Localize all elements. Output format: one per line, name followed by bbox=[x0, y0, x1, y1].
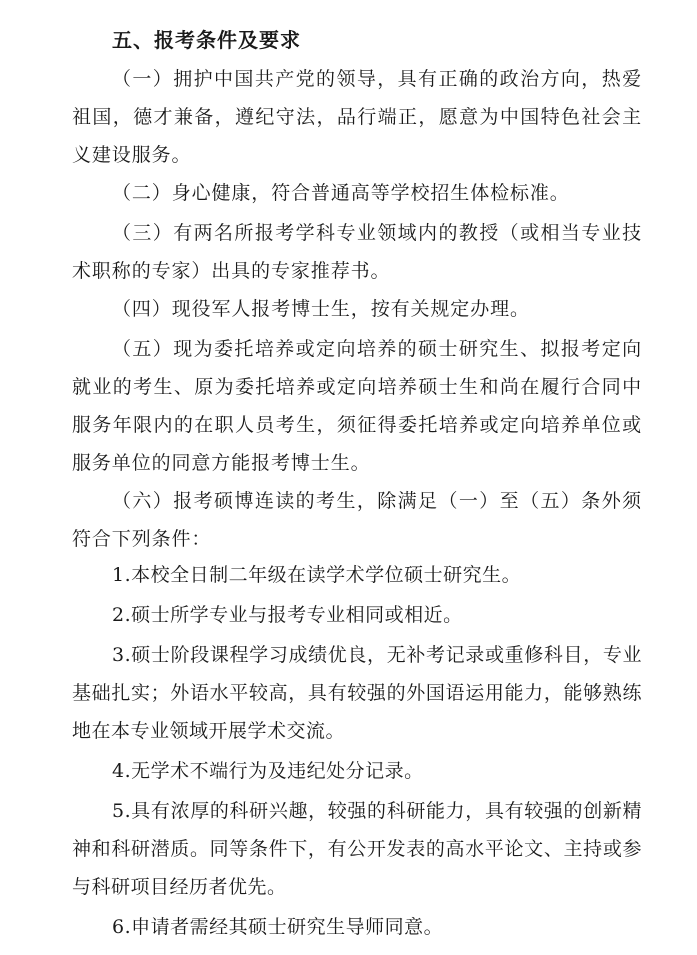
condition-4: （四）现役军人报考博士生，按有关规定办理。 bbox=[112, 298, 530, 320]
condition-1: （一）拥护中国共产党的领导，具有正确的政治方向，热爱祖国，德才兼备，遵纪守法，品行端正，愿意为中国特色社会主义建设服务。 bbox=[72, 68, 642, 166]
section-heading: 五、报考条件及要求 bbox=[112, 28, 301, 52]
sub-item-6: 6.申请者需经其硕士研究生导师同意。 bbox=[112, 916, 444, 938]
sub-item-2: 2.硕士所学专业与报考专业相同或相近。 bbox=[112, 604, 463, 626]
condition-2: （二）身心健康，符合普通高等学校招生体检标准。 bbox=[112, 182, 570, 204]
sub-item-5: 5.具有浓厚的科研兴趣，较强的科研能力，具有较强的创新精神和科研潜质。同等条件下，有公开发表的高水平论文、主持或参与科研项目经历者优先。 bbox=[72, 800, 642, 898]
sub-item-3: 3.硕士阶段课程学习成绩优良，无补考记录或重修科目，专业基础扎实；外语水平较高，具有较强的外国语运用能力，能够熟练地在本专业领域开展学术交流。 bbox=[72, 644, 642, 742]
sub-item-1: 1.本校全日制二年级在读学术学位硕士研究生。 bbox=[112, 564, 522, 586]
sub-item-4: 4.无学术不端行为及违纪处分记录。 bbox=[112, 760, 424, 782]
condition-6: （六）报考硕博连读的考生，除满足（一）至（五）条外须符合下列条件： bbox=[72, 490, 642, 550]
condition-5: （五）现为委托培养或定向培养的硕士研究生、拟报考定向就业的考生、原为委托培养或定向培养硕士生和尚在履行合同中服务年限内的在职人员考生，须征得委托培养或定向培养单位或服务单位的同意方能报考博士生。 bbox=[72, 338, 642, 474]
condition-3: （三）有两名所报考学科专业领域内的教授（或相当专业技术职称的专家）出具的专家推荐书。 bbox=[72, 222, 642, 282]
